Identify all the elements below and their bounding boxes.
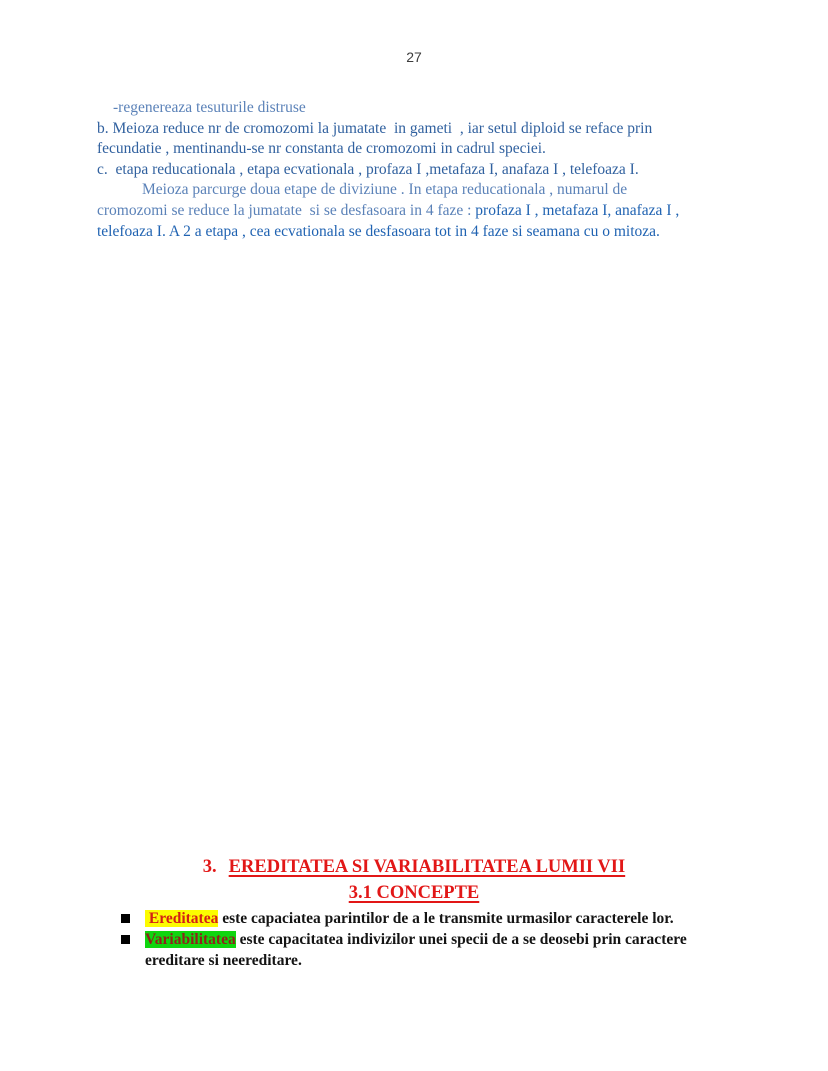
chapter-title: EREDITATEA SI VARIABILITATEA LUMII VII <box>228 857 626 878</box>
page-number: 27 <box>406 49 422 65</box>
text-segment: profaza I , metafaza I, anafaza I , <box>475 201 680 219</box>
body-line <box>97 201 828 222</box>
text-segment: -regenereaza tesuturile distruse <box>113 99 306 116</box>
text-segment: b. Meioza reduce nr de cromozomi la jumatate in gameti , iar setul diploid se reface prin <box>97 119 653 137</box>
text-segment: este capacitatea indivizilor unei specii de a se deosebi prin caractere <box>235 931 687 949</box>
bullet-line <box>145 929 687 950</box>
body-line <box>97 222 828 243</box>
chapter-number: 3. <box>202 857 217 878</box>
text-segment: telefoaza I. A 2 a etapa , cea ecvationala se desfasoara tot in 4 faze si seamana cu o mitoza. <box>97 222 660 240</box>
body-line <box>97 139 828 160</box>
bullet-line <box>145 908 674 929</box>
bullet-line <box>145 950 687 971</box>
body-paragraph <box>97 98 828 242</box>
body-line <box>97 119 828 140</box>
text-segment: fecundatie , mentinandu-se nr constanta de cromozomi in cadrul speciei. <box>97 140 546 158</box>
text-segment: ereditare si neereditare. <box>145 952 302 970</box>
body-line <box>113 98 828 119</box>
section-subheading: 3.1 CONCEPTE <box>348 883 480 904</box>
bullet-square-icon <box>121 914 130 923</box>
highlighted-term: Ereditatea <box>145 910 219 928</box>
body-line <box>97 160 828 181</box>
text-segment: este capaciatea parintilor de a le transmite urmasilor caracterele lor. <box>218 910 674 928</box>
text-segment: cromozomi se reduce la jumatate si se desfasoara in 4 faze : <box>97 201 476 219</box>
chapter-heading <box>0 854 828 880</box>
text-segment: c. etapa reducationala , etapa ecvationala , profaza I ,metafaza I, anafaza I , telefoaza I. <box>97 160 639 178</box>
bullet-item <box>121 908 788 929</box>
bullet-text <box>145 929 687 971</box>
bullet-item <box>121 929 788 971</box>
highlighted-term: Variabilitatea <box>145 931 236 949</box>
bullet-list <box>121 908 788 971</box>
bullet-square-icon <box>121 935 130 944</box>
concepts-section <box>0 854 828 971</box>
bullet-text <box>145 908 674 929</box>
text-segment: Meioza parcurge doua etape de diviziune . In etapa reducationala , numarul de <box>142 181 628 199</box>
body-line <box>142 180 828 201</box>
